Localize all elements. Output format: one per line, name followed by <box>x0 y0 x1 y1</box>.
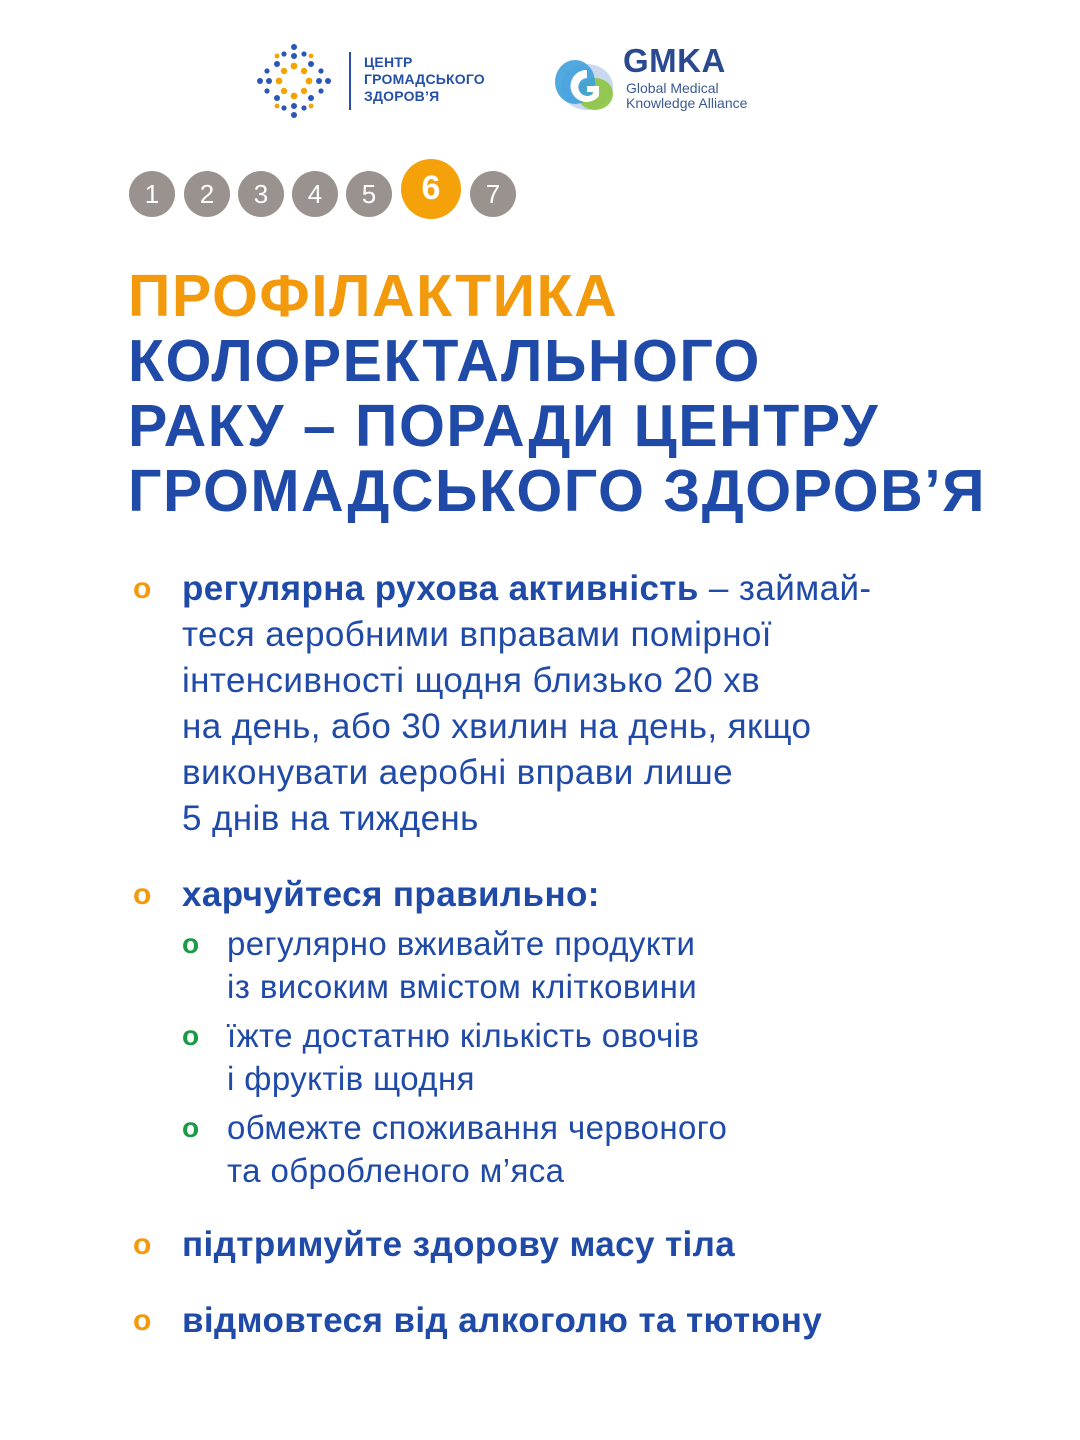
sub-bullet-marker: o <box>182 1020 200 1051</box>
title-line: ПРОФІЛАКТИКА <box>128 263 619 329</box>
tip-line: на день, або 30 хвилин на день, якщо <box>182 707 812 746</box>
step-4[interactable]: 4 <box>292 171 338 217</box>
tip-nutrition <box>133 872 1033 1192</box>
sub-tip-meat <box>182 1106 1033 1192</box>
phc-sunburst-icon <box>255 42 333 120</box>
bullet-marker: o <box>133 878 152 911</box>
gmka-sub-line: Knowledge Alliance <box>626 95 748 111</box>
title-line: РАКУ – ПОРАДИ ЦЕНТРУ <box>128 393 880 459</box>
bullet-marker: o <box>133 1228 152 1261</box>
sub-tip-line: обмежте споживання червоного <box>227 1109 728 1146</box>
step-5[interactable]: 5 <box>346 171 392 217</box>
step-1[interactable]: 1 <box>129 171 175 217</box>
gmka-logo-name: GMKA <box>623 42 726 79</box>
gmka-g-icon <box>551 44 619 114</box>
phc-logo-line: ГРОМАДСЬКОГО <box>364 71 485 87</box>
tip-habits <box>133 1298 1033 1344</box>
bullet-marker: o <box>133 1304 152 1337</box>
tip-heading: підтримуйте здорову масу тіла <box>182 1225 736 1264</box>
gmka-logo-subtitle <box>626 81 747 111</box>
sub-tip-line: і фруктів щодня <box>227 1060 475 1097</box>
step-6-active[interactable]: 6 <box>401 159 461 219</box>
sub-bullet-marker: o <box>182 928 200 959</box>
tip-heading: відмовтеся від алкоголю та тютюну <box>182 1301 823 1340</box>
bullet-marker: o <box>133 572 152 605</box>
tip-line: виконувати аеробні вправи лише <box>182 753 733 792</box>
tips-list <box>133 566 1033 1344</box>
sub-tip-line: та обробленого м’яса <box>227 1152 565 1189</box>
tip-line: інтенсивності щодня близько 20 хв <box>182 661 761 700</box>
page-title <box>128 264 1008 524</box>
tip-activity <box>133 566 1033 842</box>
phc-logo-line: ЦЕНТР <box>364 54 413 70</box>
tip-line: 5 днів на тиждень <box>182 799 479 838</box>
tip-weight <box>133 1222 1033 1268</box>
sub-tip-line: із високим вмістом клітковини <box>227 968 698 1005</box>
step-7[interactable]: 7 <box>470 171 516 217</box>
phc-logo-text <box>364 54 485 105</box>
sub-tip-vegetables <box>182 1014 1033 1100</box>
tip-text: – займай- <box>698 569 872 608</box>
sub-tip-fiber <box>182 922 1033 1008</box>
logo-bar <box>255 40 775 120</box>
title-line: ГРОМАДСЬКОГО ЗДОРОВ’Я <box>128 458 987 524</box>
tip-line <box>182 872 1033 918</box>
step-3[interactable]: 3 <box>238 171 284 217</box>
tip-heading: регулярна рухова активність <box>182 569 699 608</box>
phc-logo-line: ЗДОРОВ’Я <box>364 88 440 104</box>
gmka-sub-line: Global Medical <box>626 80 719 96</box>
tip-line <box>182 1298 1033 1344</box>
logo-divider <box>349 52 351 110</box>
sub-tip-line: їжте достатню кількість овочів <box>227 1017 700 1054</box>
tip-line: теся аеробними вправами помірної <box>182 615 772 654</box>
sub-tip-line: регулярно вживайте продукти <box>227 925 696 962</box>
tip-heading: харчуйтеся правильно: <box>182 875 600 914</box>
tip-line <box>182 566 1033 612</box>
tip-line <box>182 1222 1033 1268</box>
sub-bullet-marker: o <box>182 1112 200 1143</box>
step-2[interactable]: 2 <box>184 171 230 217</box>
title-line: КОЛОРЕКТАЛЬНОГО <box>128 328 761 394</box>
